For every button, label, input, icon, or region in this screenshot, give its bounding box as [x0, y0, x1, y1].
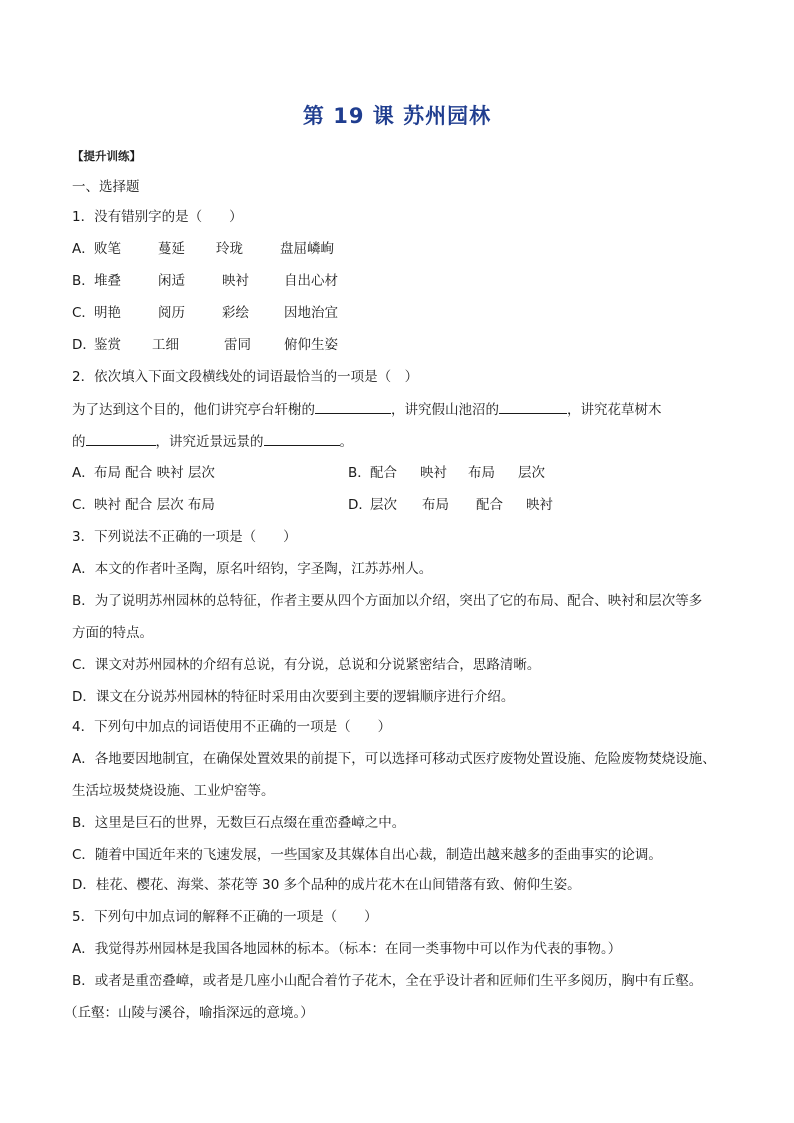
- option-word: 雷同: [224, 337, 251, 353]
- q4-option-b: B．这里是巨石的世界，无数巨石点缀在重峦叠嶂之中。: [72, 815, 406, 831]
- option-letter: B．: [348, 465, 371, 481]
- option-word: 映衬: [222, 273, 249, 289]
- option-letter: C．: [72, 497, 95, 513]
- question-5-stem: 5．下列句中加点词的解释不正确的一项是（ ）: [72, 909, 378, 925]
- option-letter: A．: [72, 241, 95, 257]
- page-title: 第 19 课 苏州园林: [302, 104, 492, 128]
- option-word: 闲适: [158, 273, 185, 289]
- option-word: 映衬: [420, 465, 447, 481]
- q3-option-b-continued: 方面的特点。: [72, 625, 153, 641]
- option-letter: D．: [348, 497, 372, 513]
- q5-option-b-continued: （丘壑：山陵与溪谷，喻指深远的意境。）: [64, 1005, 314, 1021]
- fill-blank: [86, 432, 156, 446]
- q2-passage-line-1: [72, 400, 662, 419]
- option-word: 配合: [370, 465, 397, 481]
- fill-blank: [499, 400, 567, 414]
- q5-option-b: B．或者是重峦叠嶂，或者是几座小山配合着竹子花木，全在乎设计者和匠师们生平多阅历，胸中有丘壑。: [72, 973, 703, 989]
- option-word: 配合: [476, 497, 503, 513]
- option-word: 层次: [518, 465, 545, 481]
- option-word: 明艳: [94, 305, 121, 321]
- option-word: 鉴赏: [94, 337, 121, 353]
- option-letter: D．: [72, 337, 96, 353]
- q3-option-a: A．本文的作者叶圣陶，原名叶绍钧，字圣陶，江苏苏州人。: [72, 561, 433, 577]
- option-word: 布局: [468, 465, 495, 481]
- option-word: 蔓延: [158, 241, 185, 257]
- passage-text: ，讲究花草树木: [567, 402, 662, 418]
- option-word: 堆叠: [94, 273, 121, 289]
- option-word: 玲珑: [216, 241, 243, 257]
- q3-option-d: D．课文在分说苏州园林的特征时采用由次要到主要的逻辑顺序进行介绍。: [72, 689, 515, 705]
- passage-text: ，讲究假山池沼的: [391, 402, 499, 418]
- option-letter: B．: [72, 273, 95, 289]
- option-word: 盘屈嶙峋: [280, 241, 334, 257]
- option-word: 彩绘: [222, 305, 249, 321]
- passage-text: 。: [339, 434, 353, 450]
- fill-blank: [264, 432, 340, 446]
- q4-option-d: D．桂花、樱花、海棠、茶花等 30 多个品种的成片花木在山间错落有致、俯仰生姿。: [72, 877, 581, 893]
- option-word: 自出心材: [284, 273, 338, 289]
- option-word: 工细: [152, 337, 179, 353]
- passage-text: 为了达到这个目的，他们讲究亭台轩榭的: [72, 402, 315, 418]
- q2-passage-line-2: [72, 432, 353, 451]
- q3-option-b: B．为了说明苏州园林的总特征，作者主要从四个方面加以介绍，突出了它的布局、配合、映衬和层次等多: [72, 593, 703, 609]
- part-heading: 一、选择题: [72, 179, 140, 195]
- option-word: 映衬: [526, 497, 553, 513]
- option-word: 俯仰生姿: [284, 337, 338, 353]
- option-word: 布局: [422, 497, 449, 513]
- option-text: 映衬 配合 层次 布局: [94, 497, 215, 513]
- option-word: 层次: [370, 497, 397, 513]
- q4-option-a-continued: 生活垃圾焚烧设施、工业炉窑等。: [72, 783, 275, 799]
- question-3-stem: 3．下列说法不正确的一项是（ ）: [72, 529, 297, 545]
- q4-option-c: C．随着中国近年来的飞速发展，一些国家及其媒体自出心裁，制造出越来越多的歪曲事实的论调。: [72, 847, 662, 863]
- q3-option-c: C．课文对苏州园林的介绍有总说，有分说，总说和分说紧密结合，思路清晰。: [72, 657, 541, 673]
- question-4-stem: 4．下列句中加点的词语使用不正确的一项是（ ）: [72, 719, 392, 735]
- q5-option-a: A．我觉得苏州园林是我国各地园林的标本。（标本：在同一类事物中可以作为代表的事物。）: [72, 941, 622, 957]
- option-letter: C．: [72, 305, 95, 321]
- option-word: 败笔: [94, 241, 121, 257]
- question-2-stem: 2．依次填入下面文段横线处的词语最恰当的一项是（ ）: [72, 369, 419, 385]
- passage-text: 的: [72, 434, 86, 450]
- option-word: 因地治宜: [284, 305, 338, 321]
- fill-blank: [315, 400, 391, 414]
- option-text: 布局 配合 映衬 层次: [94, 465, 215, 481]
- passage-text: ，讲究近景远景的: [155, 434, 264, 450]
- question-1-stem: 1．没有错别字的是（ ）: [72, 209, 243, 225]
- option-word: 阅历: [158, 305, 185, 321]
- q4-option-a: A．各地要因地制宜，在确保处置效果的前提下，可以选择可移动式医疗废物处置设施、危险废物焚烧设施、: [72, 751, 716, 767]
- option-letter: A．: [72, 465, 95, 481]
- section-tag: 【提升训练】: [72, 149, 141, 163]
